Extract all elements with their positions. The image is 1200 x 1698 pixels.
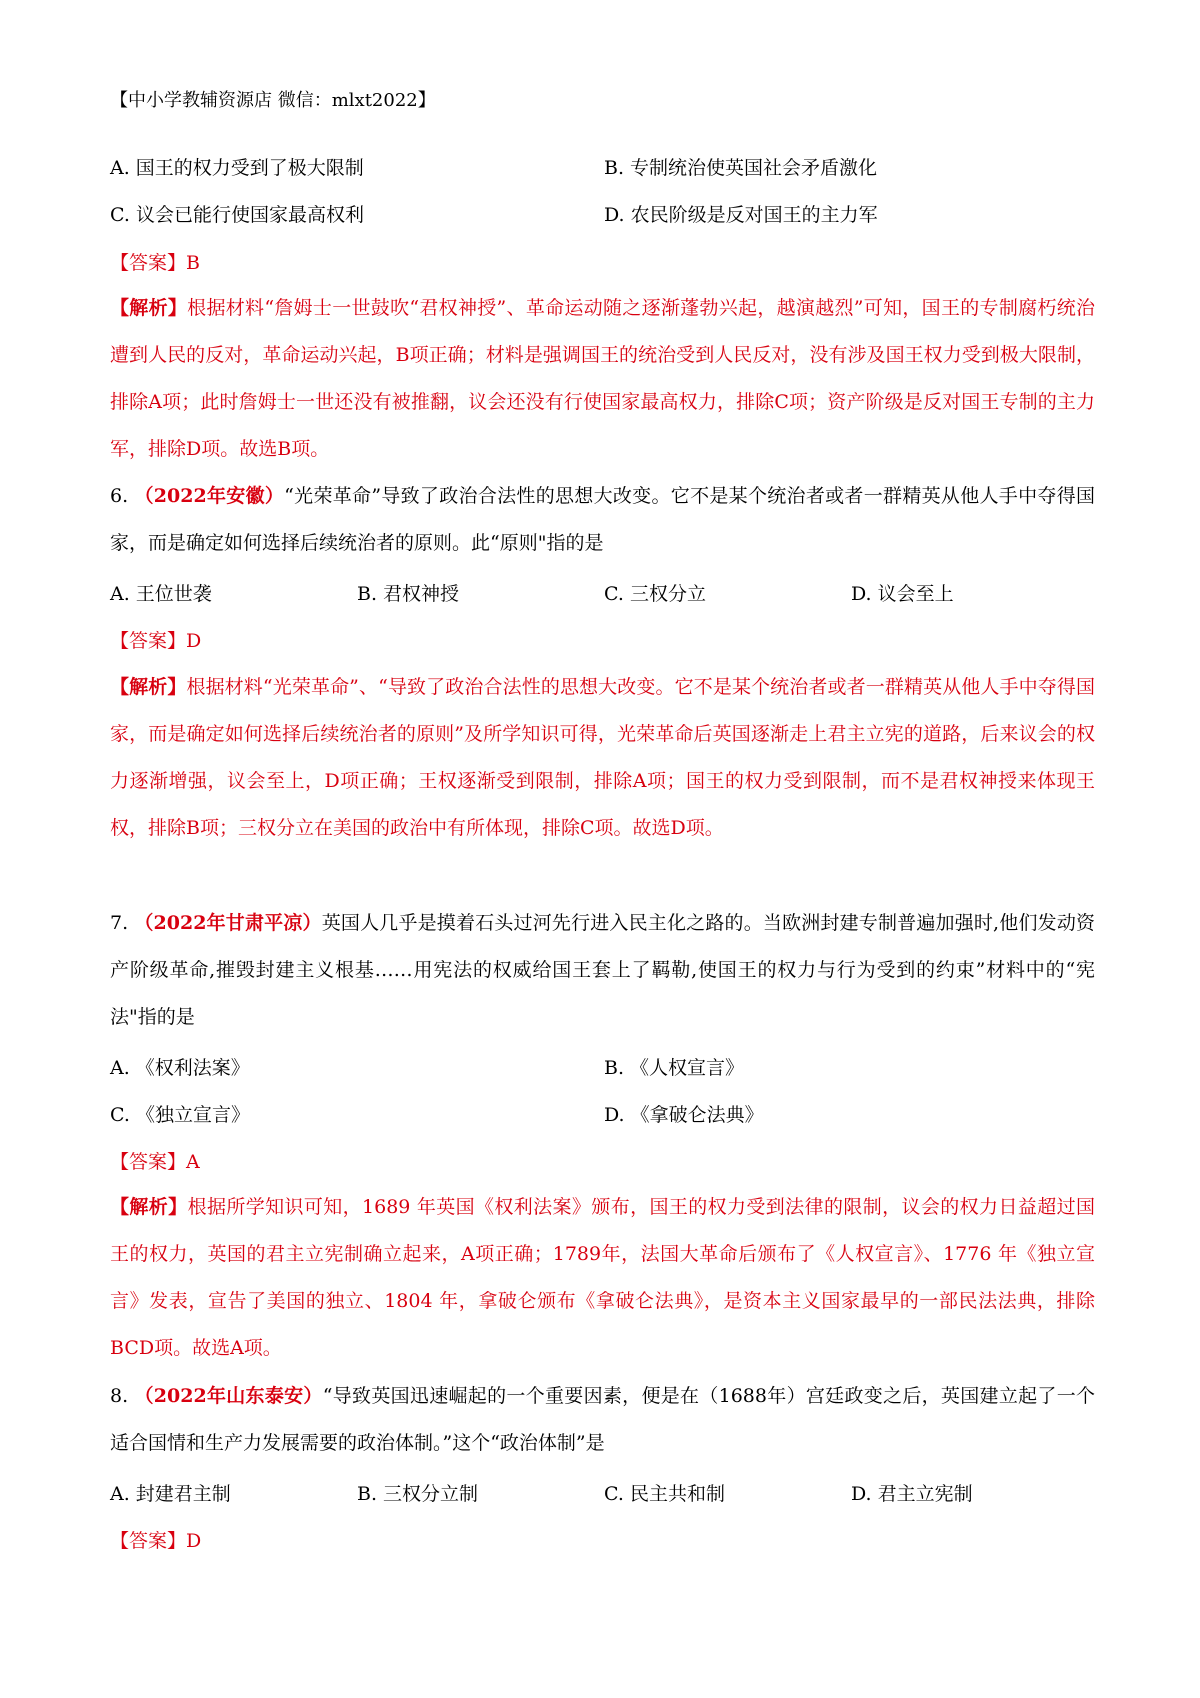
question-number: 6. [110,485,129,507]
q6-option-b: B. 君权神授 [357,583,460,605]
q8-option-c: C. 民主共和制 [604,1483,725,1505]
q8-option-d: D. 君主立宪制 [851,1483,973,1505]
answer-value: A [186,1151,200,1173]
q6-option-c: C. 三权分立 [604,583,706,605]
q7-option-d: D. 《拿破仑法典》 [604,1104,764,1126]
q7-stem [110,900,1095,1041]
q6-analysis [110,664,1095,852]
answer-label: 【答案】 [110,630,187,652]
q5-option-c: C. 议会已能行使国家最高权利 [110,204,364,226]
analysis-text: 根据材料“光荣革命”、“导致了政治合法性的思想大改变。它不是某个统治者或者一群精英从他人手中夺得国家，而是确定如何选择后续统治者的原则”及所学知识可得，光荣革命后英国逐渐走上君主立宪的道路，后来议会的权力逐渐增强，议会至上，D项正确；王权逐渐受到限制，排除A项；国王的权力受到限制，而不是君权神授来体现王权，排除B项；三权分立在美国的政治中有所体现，排除C项。故选D项。 [110,676,1095,839]
q7-answer [110,1148,200,1176]
answer-label: 【答案】 [110,252,187,274]
answer-value: D [186,630,202,652]
question-text: “光荣革命”导致了政治合法性的思想大改变。它不是某个统治者或者一群精英从他人手中夺得国家，而是确定如何选择后续统治者的原则。此“原则"指的是 [110,485,1095,554]
q5-answer [110,249,200,277]
q7-option-c: C. 《独立宣言》 [110,1104,250,1126]
q5-option-a: A. 国王的权力受到了极大限制 [110,157,364,179]
q5-option-b: B. 专制统治使英国社会矛盾激化 [604,157,878,179]
header-watermark: 【中小学教辅资源店 微信：mlxt2022】 [110,90,436,111]
answer-value: D [186,1530,202,1552]
answer-value: B [186,252,200,274]
q7-analysis [110,1184,1095,1372]
q6-option-a: A. 王位世袭 [110,583,212,605]
q8-stem [110,1373,1095,1467]
question-number: 8. [110,1385,129,1407]
answer-label: 【答案】 [110,1151,187,1173]
q5-option-d: D. 农民阶级是反对国王的主力军 [604,204,878,226]
answer-label: 【答案】 [110,1530,187,1552]
q6-option-d: D. 议会至上 [851,583,954,605]
analysis-text: 根据材料“詹姆士一世鼓吹“君权神授”、革命运动随之逐渐蓬勃兴起，越演越烈”可知，国王的专制腐朽统治遭到人民的反对，革命运动兴起，B项正确；材料是强调国王的统治受到人民反对，没有涉及国王权力受到极大限制，排除A项；此时詹姆士一世还没有被推翻，议会还没有行使国家最高权力，排除C项；资产阶级是反对国王专制的主力军，排除D项。故选B项。 [110,297,1095,460]
q8-option-b: B. 三权分立制 [357,1483,479,1505]
question-source: （2022年甘肃平凉） [134,912,322,934]
question-source: （2022年安徽） [134,485,285,507]
question-text: 英国人几乎是摸着石头过河先行进入民主化之路的。当欧洲封建专制普遍加强时,他们发动资产阶级革命,摧毁封建主义根基……用宪法的权威给国王套上了羁勒,使国王的权力与行为受到的约束”材料中的“宪法"指的是 [110,912,1096,1028]
q7-option-b: B. 《人权宣言》 [604,1057,745,1079]
analysis-label: 【解析】 [110,297,188,319]
q5-analysis [110,285,1095,473]
analysis-label: 【解析】 [110,676,187,698]
q8-option-a: A. 封建君主制 [110,1483,231,1505]
q8-answer [110,1527,201,1555]
question-number: 7. [110,912,129,934]
q6-stem [110,473,1095,567]
analysis-text: 根据所学知识可知，1689 年英国《权利法案》颁布，国王的权力受到法律的限制，议会的权力日益超过国王的权力，英国的君主立宪制确立起来，A项正确；1789年，法国大革命后颁布了《人权宣言》、1776 年《独立宣言》发表，宣告了美国的独立、1804 年，拿破仑颁布《拿破仑法典》，是资本主义国家最早的一部民法法典，排除BCD项。故选A项。 [110,1196,1095,1359]
q7-option-a: A. 《权利法案》 [110,1057,250,1079]
question-source: （2022年山东泰安） [134,1385,323,1407]
q6-answer [110,627,201,655]
question-text: “导致英国迅速崛起的一个重要因素，便是在（1688年）宫廷政变之后，英国建立起了一个适合国情和生产力发展需要的政治体制。”这个“政治体制”是 [110,1385,1095,1454]
analysis-label: 【解析】 [110,1196,188,1218]
